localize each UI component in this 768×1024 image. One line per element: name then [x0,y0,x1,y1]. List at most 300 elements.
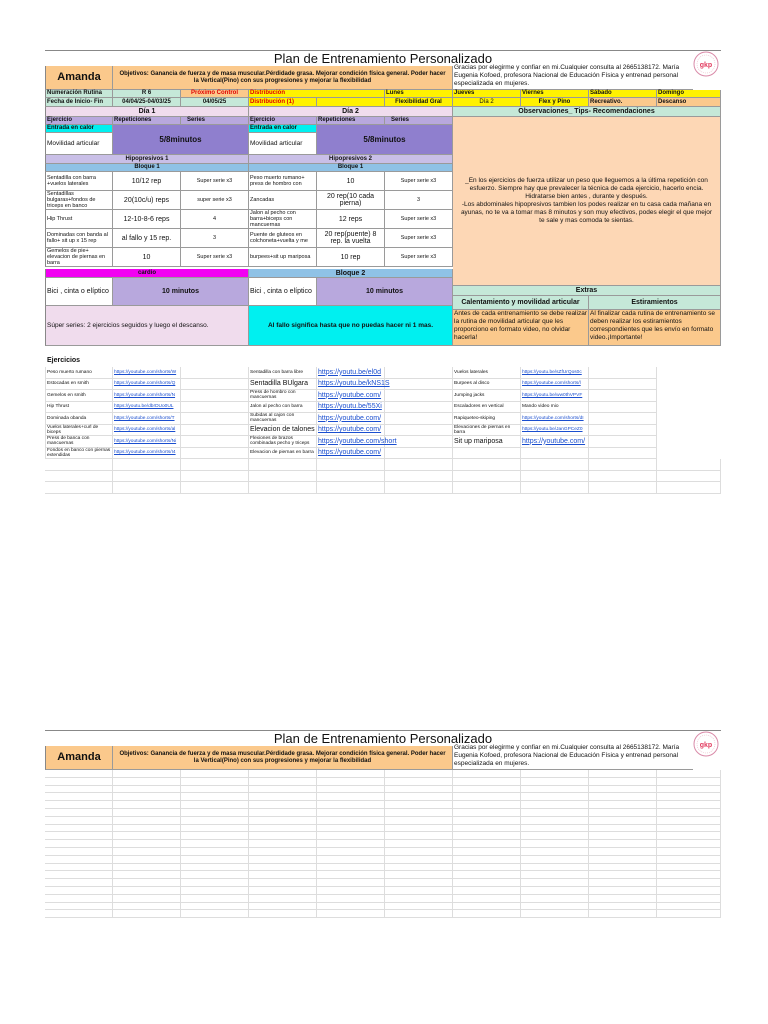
exercise-video-link[interactable]: https://youtube.com/ [317,448,385,460]
empty-cell [589,786,657,794]
empty-cell [181,856,249,864]
empty-cell [453,459,521,471]
distribucion-1-label: Distribución (1) [249,98,317,107]
empty-cell [453,778,521,786]
empty-cell [521,770,589,778]
exercise-list-name: Rapiqueteo-skiping [453,413,521,425]
exercise-video-link[interactable]: https://youtube.com/shorts/W [113,367,181,379]
empty-cell [657,459,721,471]
empty-cell [113,817,181,825]
empty-cell [249,459,317,471]
empty-cell [521,786,589,794]
note-superseries: Súper series: 2 ejercicios seguidos y luego el descanso. [45,306,249,346]
empty-cell [317,809,385,817]
empty-cell [181,832,249,840]
exercise-list-name: Gemelos en smith [45,390,113,402]
empty-cell [453,817,521,825]
empty-cell [589,471,657,483]
empty-cell [249,770,317,778]
exercise-video-link[interactable]: https://youtu.be/sZfUrQos0c [521,367,589,379]
day2-block2: Bloque 2 [249,269,453,278]
empty-cell [45,801,113,809]
day2-col-reps: Repeticiones [317,117,385,125]
empty-cell [589,840,657,848]
empty-cell [589,448,657,460]
empty-cell [453,856,521,864]
exercise-video-link[interactable]: https://youtube.com/shorts/Ni [113,436,181,448]
empty-cell [453,801,521,809]
empty-cell [113,825,181,833]
empty-cell [181,379,249,391]
empty-cell [453,840,521,848]
empty-cell [589,379,657,391]
empty-cell [249,801,317,809]
empty-cell [589,871,657,879]
empty-cell [453,770,521,778]
day-domingo: Domingo [657,90,721,98]
empty-cell [385,817,453,825]
empty-cell [181,825,249,833]
day1-hipopresivos: Hipopresivos 1 [45,155,249,164]
exercise-list-name: Dominada obanda [45,413,113,425]
day2-warmup-exercise: Movilidad articular [249,133,317,155]
empty-cell [385,459,453,471]
empty-cell [385,390,453,402]
day-value-viernes[interactable]: Flex y Pino [521,98,589,107]
day2-exercise-series[interactable]: Super serie x3 [385,248,453,267]
exercise-list-name: Vuelos laterales+curl de biceps [45,425,113,437]
day2-block1: Bloque 1 [249,164,453,172]
empty-cell [45,793,113,801]
empty-cell [589,778,657,786]
empty-cell [317,879,385,887]
day1-exercise-reps[interactable]: 12-10-8-6 reps [113,210,181,229]
empty-cell [521,840,589,848]
empty-cell [181,425,249,437]
exercise-video-link[interactable]: https://youtube.com/shorts/dI [521,413,589,425]
day1-warmup-time: 5/8minutos [113,125,249,155]
empty-cell [521,778,589,786]
empty-cell [589,425,657,437]
empty-cell [317,793,385,801]
empty-cell [657,786,721,794]
empty-grid [45,770,721,920]
day1-exercise-reps[interactable]: 10/12 rep [113,172,181,191]
empty-cell [113,856,181,864]
day-value-domingo[interactable]: Descanso [657,98,721,107]
empty-cell [181,786,249,794]
empty-cell [181,848,249,856]
empty-cell [181,367,249,379]
empty-cell [385,903,453,911]
day2-warmup-label: Entrada en calor [249,125,317,133]
day1-exercise-reps[interactable]: 10 [113,248,181,267]
empty-cell [113,879,181,887]
empty-cell [317,871,385,879]
day2-header: Día 2 [249,107,453,117]
exercise-video-link[interactable]: https://youtube.com/short [317,436,385,448]
empty-cell [249,848,317,856]
exercise-list-name: Press de banca con mancuernas [45,436,113,448]
empty-cell [657,825,721,833]
exercise-list-name: Peso muerto rumano [45,367,113,379]
empty-cell [453,887,521,895]
empty-cell [181,840,249,848]
ejercicios-header: Ejercicios [47,357,81,364]
empty-cell [453,786,521,794]
empty-cell [181,793,249,801]
exercise-list-name: Jalon al pecho con barra [249,402,317,414]
sheet-page-2 [45,730,721,920]
empty-cell [113,471,181,483]
empty-cell [113,809,181,817]
empty-cell [385,425,453,437]
empty-cell [657,482,721,494]
empty-cell [45,871,113,879]
day1-cardio-header: cardio [45,269,249,278]
exercise-list-name: Subidas al cajon con mancuernas [249,413,317,425]
empty-cell [317,817,385,825]
distribucion-label: Distribución [249,90,385,98]
empty-cell [317,895,385,903]
empty-cell [521,856,589,864]
empty-cell [249,778,317,786]
day1-exercise-series[interactable]: Super serie x3 [181,172,249,191]
empty-cell [317,770,385,778]
empty-cell [317,832,385,840]
empty-cell [317,910,385,918]
empty-cell [113,801,181,809]
empty-cell [249,832,317,840]
day2-exercise-series[interactable]: Super serie x3 [385,172,453,191]
day2-warmup-time: 5/8minutos [317,125,453,155]
empty-cell [589,459,657,471]
empty-cell [657,801,721,809]
day2-exercise-reps[interactable]: 10 rep [317,248,385,267]
exercise-list-name: Press de hombro con mancuernas [249,390,317,402]
empty-cell [521,895,589,903]
empty-cell [385,471,453,483]
day1-warmup-label: Entrada en calor [45,125,113,133]
empty-cell [657,887,721,895]
empty-cell [657,864,721,872]
empty-cell [657,809,721,817]
empty-cell [249,786,317,794]
day1-exercise-reps[interactable]: al fallo y 15 rep. [113,229,181,248]
empty-cell [657,856,721,864]
exercise-list-name: Hip Thrust [45,402,113,414]
exercise-video-link[interactable]: https://youtu.be/ww0thVPVF [521,390,589,402]
exercise-video-link[interactable]: https://youtube.com/shorts/N [113,390,181,402]
empty-cell [45,482,113,494]
empty-cell [589,817,657,825]
empty-cell [657,471,721,483]
empty-cell [249,903,317,911]
empty-cell [385,910,453,918]
exercise-list-name: Elevaciones de piernas en barra [453,425,521,437]
empty-cell [657,903,721,911]
empty-cell [657,871,721,879]
day1-exercise-reps[interactable]: 20(10c/u) reps [113,191,181,210]
empty-cell [45,856,113,864]
logo-icon [693,51,719,77]
extras-warmup-text: Antes de cada entrenamiento se debe realizar la rutina de movilidad articular que les proporciono en formato video, no olvidar hacerla! [453,310,589,346]
empty-cell [589,895,657,903]
empty-cell [385,793,453,801]
page-title-2: Plan de Entrenamiento Personalizado [45,730,721,746]
day2-col-series: Series [385,117,453,125]
empty-cell [45,459,113,471]
empty-cell [385,840,453,848]
exercise-video-link[interactable]: Mando video mio [521,402,589,414]
day1-exercise-series[interactable]: 4 [181,210,249,229]
empty-cell [385,367,453,379]
empty-cell [453,482,521,494]
empty-cell [249,910,317,918]
empty-cell [181,864,249,872]
empty-cell [521,879,589,887]
empty-cell [589,887,657,895]
empty-cell [657,770,721,778]
empty-cell [657,793,721,801]
empty-cell [181,817,249,825]
empty-cell [181,436,249,448]
empty-cell [181,903,249,911]
day1-col-reps: Repeticiones [113,117,181,125]
empty-cell [317,778,385,786]
day2-cardio-exercise: Bici , cinta o elíptico [249,278,317,306]
day1-exercise-name: Gemelos de pie+ elevacion de piernas en barra [45,248,113,267]
empty-cell [45,887,113,895]
day1-exercise-name: Hip Thrust [45,210,113,229]
empty-cell [589,864,657,872]
empty-cell [657,840,721,848]
empty-cell [181,413,249,425]
day2-exercise-series[interactable]: 3 [385,191,453,210]
empty-cell [521,864,589,872]
fecha-label: Fecha de Inicio- Fin [45,98,113,107]
empty-cell [589,910,657,918]
exercise-video-link[interactable]: https://youtu.be/kNS1S [317,379,385,391]
day2-exercise-series[interactable]: Super serie x3 [385,210,453,229]
numeracion-value[interactable]: R 6 [113,90,181,98]
day-value-sabado[interactable]: Recreativo. [589,98,657,107]
svg-text:gkp: gkp [699,742,713,749]
empty-cell [385,413,453,425]
empty-cell [45,786,113,794]
empty-cell [589,482,657,494]
exercise-list-name: Jumping jacks [453,390,521,402]
empty-cell [521,809,589,817]
exercise-video-link[interactable] [521,448,589,460]
client-name-2: Amanda [45,746,113,770]
empty-cell [589,832,657,840]
empty-cell [181,879,249,887]
day-lunes: Lunes [385,90,453,98]
extras-warmup-title: Calentamiento y movilidad articular [453,296,589,310]
empty-cell [249,482,317,494]
day-viernes: Viernes [521,90,589,98]
empty-cell [45,895,113,903]
exercise-video-link[interactable]: https://youtube.com/ [317,390,385,402]
empty-cell [385,448,453,460]
empty-cell [589,367,657,379]
exercise-video-link[interactable]: https://youtu.be/JanGPCeZ0 [521,425,589,437]
day1-warmup-exercise: Movilidad articular [45,133,113,155]
empty-cell [45,809,113,817]
empty-cell [317,825,385,833]
empty-cell [317,786,385,794]
empty-cell [113,871,181,879]
empty-cell [453,832,521,840]
day1-exercise-name: Sentadillas bulgaras+fondos de triceps en banco [45,191,113,210]
sheet-page-1 [45,50,721,470]
empty-cell [113,895,181,903]
empty-cell [45,879,113,887]
exercise-video-link[interactable]: https://youtu.be/55Xi [317,402,385,414]
empty-cell [113,786,181,794]
empty-cell [181,770,249,778]
empty-cell [521,825,589,833]
empty-cell [317,801,385,809]
empty-cell [113,793,181,801]
exercise-video-link[interactable]: https://youtu.be/el0d [317,367,385,379]
empty-cell [45,840,113,848]
empty-cell [385,786,453,794]
exercise-video-link[interactable]: https://youtube.com/shorts/T [113,413,181,425]
day1-exercise-series[interactable]: Super serie x3 [181,248,249,267]
empty-cell [113,459,181,471]
exercise-video-link[interactable]: https://youtube.com/ [521,436,589,448]
empty-cell [589,809,657,817]
empty-cell [453,809,521,817]
empty-cell [181,471,249,483]
empty-cell [113,840,181,848]
objectives-text: Objetivos: Ganancia de fuerza y de masa muscular.Pérdidade grasa. Mejorar condición física general. Poder hacer la Vertical(Pino) con sus progresiones y mejorar la flexibilidad [113,66,453,90]
empty-cell [589,825,657,833]
day2-cardio-time: 10 minutos [317,278,453,306]
empty-cell [589,402,657,414]
empty-cell [45,910,113,918]
empty-cell [385,879,453,887]
empty-cell [181,895,249,903]
exercise-video-link[interactable]: https://youtube.com/shorts/l [521,379,589,391]
empty-cell [249,793,317,801]
empty-cell [181,871,249,879]
empty-cell [657,895,721,903]
empty-cell [453,471,521,483]
empty-cell [657,848,721,856]
empty-cell [113,770,181,778]
exercise-video-link[interactable]: https://youtube.com/shorts/al [113,425,181,437]
empty-cell [657,879,721,887]
empty-cell [385,832,453,840]
empty-cell [249,879,317,887]
proximo-control-value[interactable]: 04/05/25 [181,98,249,107]
day1-exercise-series[interactable]: 3 [181,229,249,248]
extras-header: Extras [453,286,721,296]
logo-icon-2 [693,731,719,757]
exercise-video-link[interactable]: https://youtube.com/shorts/Q [113,379,181,391]
empty-cell [521,871,589,879]
day2-exercise-reps[interactable]: 20 rep(puente) 8 rep. la vuelta [317,229,385,248]
thanks-text-2: Gracias por elegirme y confiar en mi.Cualquier consulta al 2665138172. María Eugenia Kofoed, profesora Nacional de Educación Física y entrenad personal especializada en mujeres. [453,744,693,770]
observations-header: Observaciones_ Tips- Recomendaciones [453,107,721,117]
empty-cell [521,910,589,918]
day-sabado: Sábado [589,90,657,98]
fecha-value[interactable]: 04/04/25-04/03/25 [113,98,181,107]
svg-text:gkp: gkp [699,62,713,69]
day2-exercise-series[interactable]: Super serie x3 [385,229,453,248]
empty-cell [385,825,453,833]
empty-cell [317,459,385,471]
empty-cell [45,848,113,856]
empty-cell [385,436,453,448]
exercise-list-name: Elevacion de piernas en barra [249,448,317,460]
page-title: Plan de Entrenamiento Personalizado [45,50,721,66]
empty-cell [589,793,657,801]
empty-cell [45,770,113,778]
empty-cell [521,793,589,801]
empty-cell [249,864,317,872]
empty-cell [453,895,521,903]
exercise-video-link[interactable]: https://youtu.be/dbrDUo0UL [113,402,181,414]
empty-cell [589,879,657,887]
empty-cell [385,895,453,903]
empty-cell [45,864,113,872]
exercise-video-link[interactable]: https://youtube.com/ [317,413,385,425]
empty-cell [385,770,453,778]
empty-cell [317,864,385,872]
day2-exercise-reps[interactable]: 20 rep(10 cada pierna) [317,191,385,210]
empty-cell [657,817,721,825]
empty-cell [385,848,453,856]
empty-cell [249,809,317,817]
day1-exercise-name: Sentadilla con barra +vuelos laterales [45,172,113,191]
empty-cell [385,379,453,391]
exercise-list-name: Elevacion de talones [249,425,317,437]
day1-exercise-name: Dominadas con banda al fallo+ sit up x 15 rep [45,229,113,248]
day1-col-ejercicio: Ejercicio [45,117,113,125]
day2-exercise-reps[interactable]: 12 reps [317,210,385,229]
exercise-video-link[interactable]: https://youtube.com/shorts/I4 [113,448,181,460]
numeracion-label: Numeración Rutina [45,90,113,98]
empty-cell [45,471,113,483]
day2-exercise-reps[interactable]: 10 [317,172,385,191]
empty-cell [453,793,521,801]
empty-cell [589,413,657,425]
empty-cell [113,903,181,911]
empty-cell [181,910,249,918]
empty-cell [249,825,317,833]
day1-exercise-series[interactable]: super serie x3 [181,191,249,210]
day-jueves: Jueves [453,90,521,98]
day-value-lunes[interactable]: Flexibilidad Gral [385,98,453,107]
empty-cell [113,778,181,786]
empty-cell [589,848,657,856]
empty-cell [521,903,589,911]
day-value-jueves[interactable]: Día 2 [453,98,521,107]
exercise-video-link[interactable]: https://youtube.com/ [317,425,385,437]
exercise-list-name: Fondos en banco con piernas extendidas [45,448,113,460]
empty-cell [249,840,317,848]
empty-cell [521,801,589,809]
empty-cell [317,856,385,864]
empty-cell [113,832,181,840]
exercise-list-name: Sentadilla con barra libre [249,367,317,379]
empty-cell [385,778,453,786]
empty-cell [385,871,453,879]
